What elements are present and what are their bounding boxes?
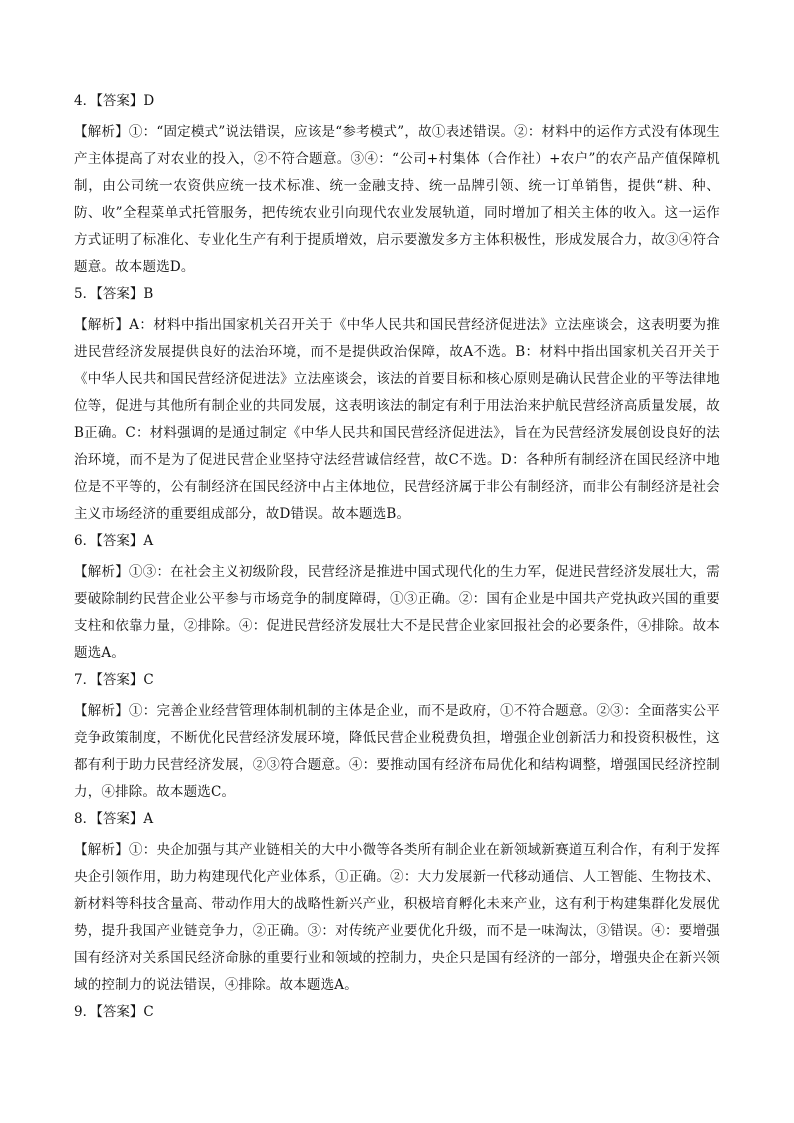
answer-line: 9．【答案】C (74, 1004, 154, 1020)
question-5 (74, 285, 720, 528)
question-8 (74, 810, 720, 999)
explanation-paragraph: 【解析】①：完善企业经营管理体制机制的主体是企业，而不是政府，①不符合题意。②③：全面落实公平竞争政策制度，不断优化民营经济发展环境，降低民营企业税费负担，增强企业创新活力和投资积极性，这都有利于助力民营经济发展，②③符合题意。④：要推动国有经济布局优化和结构调整，增强国民经济控制力，④排除。故本题选C。 (74, 703, 720, 800)
explanation-paragraph: 【解析】①：央企加强与其产业链相关的大中小微等各类所有制企业在新领域新赛道互利合作，有利于发挥央企引领作用，助力构建现代化产业体系，①正确。②：大力发展新一代移动通信、人工智能、生物技术、新材料等科技含量高、带动作用大的战略性新兴产业，积极培育孵化未来产业，这有利于构建集群化发展优势，提升我国产业链竞争力，②正确。③：对传统产业要优化升级，而不是一味淘汰，③错误。④：要增强国有经济对关系国民经济命脉的重要行业和领域的控制力，央企只是国有经济的一部分，增强央企在新兴领域的控制力的说法错误，④排除。故本题选A。 (74, 842, 720, 993)
answer-line: 4．【答案】D (74, 93, 155, 109)
question-4 (74, 92, 720, 281)
answer-line: 5．【答案】B (74, 286, 154, 302)
question-9 (74, 1003, 720, 1021)
answer-line: 8．【答案】A (74, 811, 154, 827)
answer-line: 6．【答案】A (74, 533, 154, 549)
answer-line: 7．【答案】C (74, 672, 154, 688)
question-7 (74, 671, 720, 806)
explanation-paragraph: 【解析】①③：在社会主义初级阶段，民营经济是推进中国式现代化的生力军，促进民营经济发展壮大，需要破除制约民营企业公平参与市场竞争的制度障碍，①③正确。②：国有企业是中国共产党执政兴国的重要支柱和依靠力量，②排除。④：促进民营经济发展壮大不是民营企业家回报社会的必要条件，④排除。故本题选A。 (74, 564, 720, 661)
explanation-paragraph: 【解析】A：材料中指出国家机关召开关于《中华人民共和国民营经济促进法》立法座谈会，这表明要为推进民营经济发展提供良好的法治环境，而不是提供政治保障，故A不选。B：材料中指出国家机关召开关于《中华人民共和国民营经济促进法》立法座谈会，该法的首要目标和核心原则是确认民营企业的平等法律地位等，促进与其他所有制企业的共同发展，这表明该法的制定有利于用法治来护航民营经济高质量发展，故B正确。C：材料强调的是通过制定《中华人民共和国民营经济促进法》，旨在为民营经济发展创设良好的法治环境，而不是为了促进民营企业坚持守法经营诚信经营，故C不选。D：各种所有制经济在国民经济中地位是不平等的，公有制经济在国民经济中占主体地位，民营经济属于非公有制经济，而非公有制经济是社会主义市场经济的重要组成部分，故D错误。故本题选B。 (74, 317, 720, 522)
answer-key-page (74, 92, 720, 1030)
question-6 (74, 532, 720, 667)
explanation-paragraph: 【解析】①：“固定模式”说法错误，应该是“参考模式”，故①表述错误。②：材料中的运作方式没有体现生产主体提高了对农业的投入，②不符合题意。③④：“公司+村集体（合作社）+农户”的农产品产值保障机制，由公司统一农资供应统一技术标准、统一金融支持、统一品牌引领、统一订单销售，提供“耕、种、防、收”全程菜单式托管服务，把传统农业引向现代农业发展轨道，同时增加了相关主体的收入。这一运作方式证明了标准化、专业化生产有利于提质增效，启示要激发多方主体积极性，形成发展合力，故③④符合题意。故本题选D。 (74, 124, 720, 275)
